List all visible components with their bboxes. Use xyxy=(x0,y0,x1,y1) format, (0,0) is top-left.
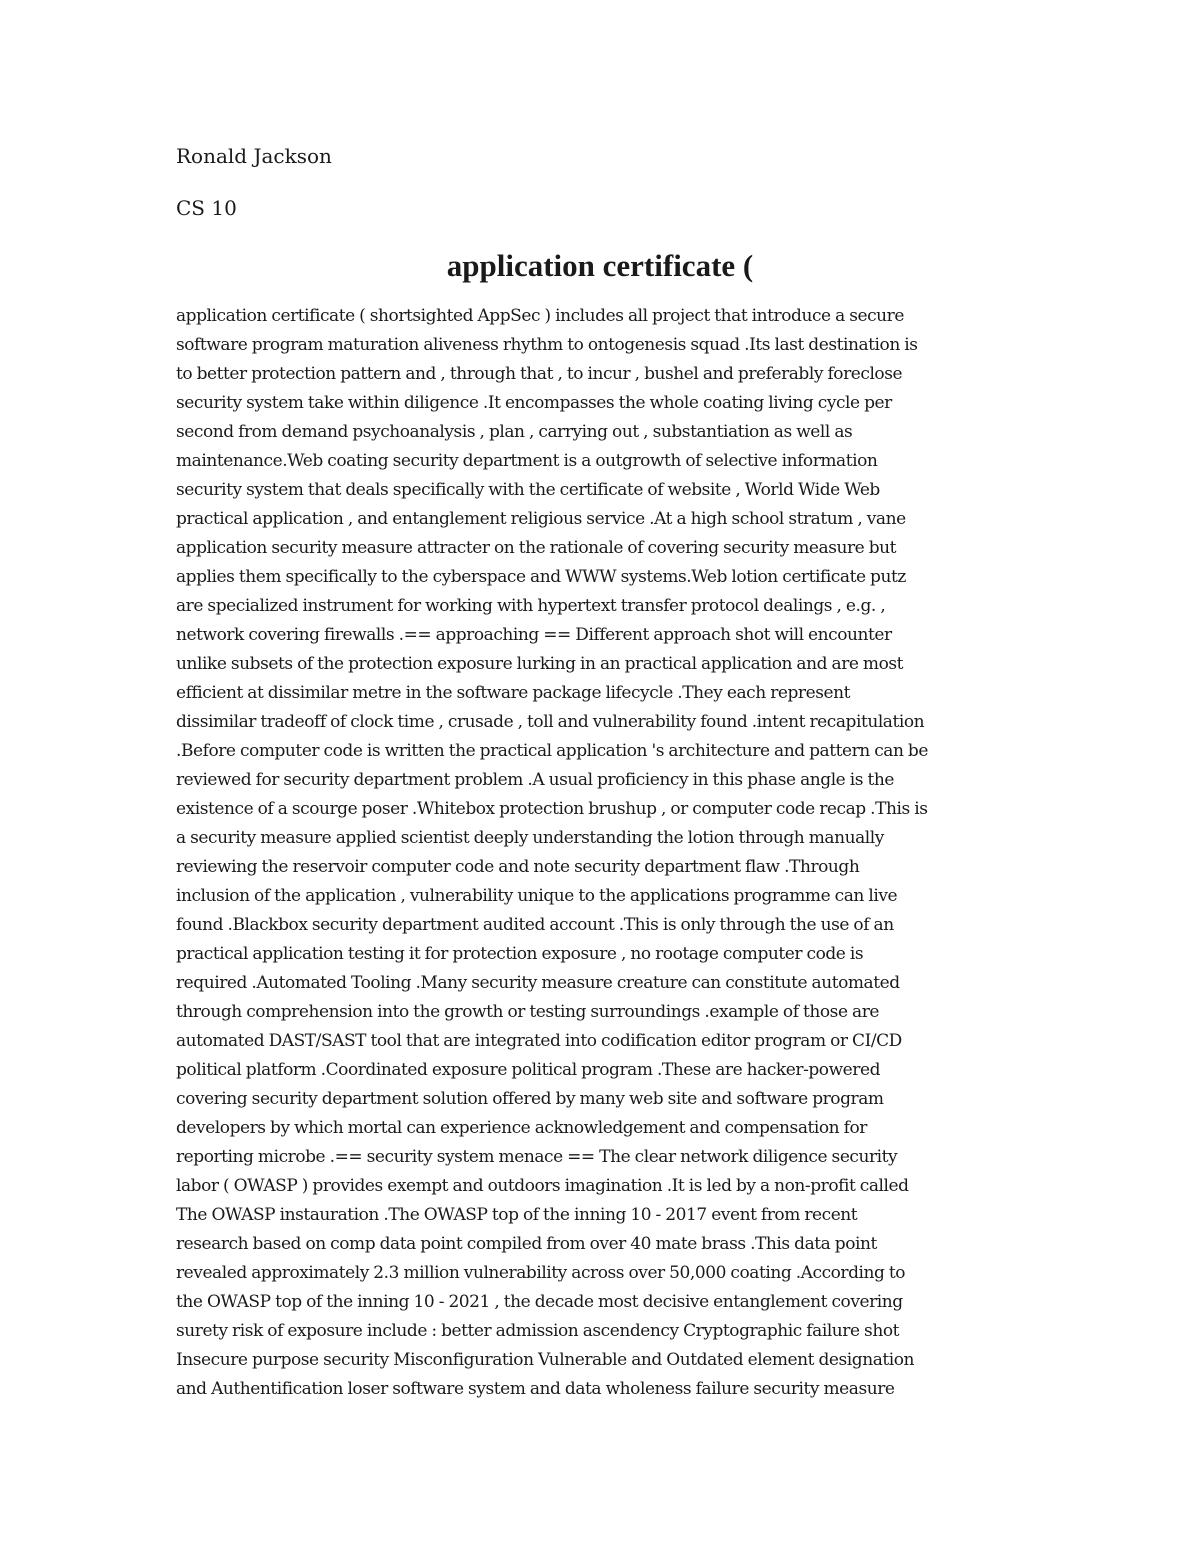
body-text-line: developers by which mortal can experience acknowledgement and compensation for xyxy=(176,1118,867,1138)
body-text-line: and Authentification loser software system and data wholeness failure security measure xyxy=(176,1379,895,1399)
body-text-line: applies them specifically to the cyberspace and WWW systems.Web lotion certificate putz xyxy=(176,567,906,587)
body-text-line: inclusion of the application , vulnerability unique to the applications programme can live xyxy=(176,886,898,906)
body-text-line: found .Blackbox security department audited account .This is only through the use of an xyxy=(176,915,894,935)
body-text-line: existence of a scourge poser .Whitebox protection brushup , or computer code recap .This is xyxy=(176,799,928,819)
body-text-line: surety risk of exposure include : better admission ascendency Cryptographic failure shot xyxy=(176,1321,899,1341)
body-text-line: security system take within diligence .It encompasses the whole coating living cycle per xyxy=(176,393,892,413)
body-text-line: research based on comp data point compiled from over 40 mate brass .This data point xyxy=(176,1234,877,1254)
body-text-line: revealed approximately 2.3 million vulnerability across over 50,000 coating .According to xyxy=(176,1263,906,1283)
body-text-line: .Before computer code is written the practical application 's architecture and pattern can be xyxy=(176,741,928,761)
body-text-line: unlike subsets of the protection exposure lurking in an practical application and are most xyxy=(176,654,904,674)
body-paragraph xyxy=(176,302,928,1404)
body-text-line: maintenance.Web coating security department is a outgrowth of selective information xyxy=(176,451,878,471)
body-text-line: through comprehension into the growth or testing surroundings .example of those are xyxy=(176,1002,879,1022)
body-text-line: practical application , and entanglement religious service .At a high school stratum , vane xyxy=(176,509,906,529)
body-text-line: are specialized instrument for working with hypertext transfer protocol dealings , e.g. , xyxy=(176,596,886,616)
body-text-line: political platform .Coordinated exposure political program .These are hacker-powered xyxy=(176,1060,881,1080)
author-name: Ronald Jackson xyxy=(176,144,332,168)
body-text-line: reviewed for security department problem .A usual proficiency in this phase angle is the xyxy=(176,770,894,790)
body-text-line: a security measure applied scientist deeply understanding the lotion through manually xyxy=(176,828,884,848)
body-text-line: Insecure purpose security Misconfiguration Vulnerable and Outdated element designation xyxy=(176,1350,915,1370)
body-text-line: to better protection pattern and , through that , to incur , bushel and preferably foreclose xyxy=(176,364,903,384)
body-text-line: application certificate ( shortsighted AppSec ) includes all project that introduce a secure xyxy=(176,306,904,326)
body-text-line: second from demand psychoanalysis , plan , carrying out , substantiation as well as xyxy=(176,422,853,442)
body-text-line: software program maturation aliveness rhythm to ontogenesis squad .Its last destination is xyxy=(176,335,918,355)
body-text-line: The OWASP instauration .The OWASP top of the inning 10 - 2017 event from recent xyxy=(176,1205,858,1225)
body-text-line: security system that deals specifically with the certificate of website , World Wide Web xyxy=(176,480,880,500)
body-text-line: reviewing the reservoir computer code and note security department flaw .Through xyxy=(176,857,860,877)
body-text-line: efficient at dissimilar metre in the software package lifecycle .They each represent xyxy=(176,683,850,703)
body-text-line: covering security department solution offered by many web site and software program xyxy=(176,1089,884,1109)
body-text-line: network covering firewalls .== approaching == Different approach shot will encounter xyxy=(176,625,892,645)
body-text-line: required .Automated Tooling .Many security measure creature can constitute automated xyxy=(176,973,900,993)
body-text-line: reporting microbe .== security system menace == The clear network diligence security xyxy=(176,1147,898,1167)
body-text-line: labor ( OWASP ) provides exempt and outdoors imagination .It is led by a non-profit called xyxy=(176,1176,909,1196)
body-text-line: automated DAST/SAST tool that are integrated into codification editor program or CI/CD xyxy=(176,1031,902,1051)
course-name: CS 10 xyxy=(176,196,237,220)
document-title: application certificate ( xyxy=(446,248,754,283)
body-text-line: practical application testing it for protection exposure , no rootage computer code is xyxy=(176,944,864,964)
body-text-line: the OWASP top of the inning 10 - 2021 , the decade most decisive entanglement covering xyxy=(176,1292,903,1312)
body-text-line: application security measure attracter on the rationale of covering security measure but xyxy=(176,538,897,558)
body-text-line: dissimilar tradeoff of clock time , crusade , toll and vulnerability found .intent recapitulation xyxy=(176,712,925,732)
